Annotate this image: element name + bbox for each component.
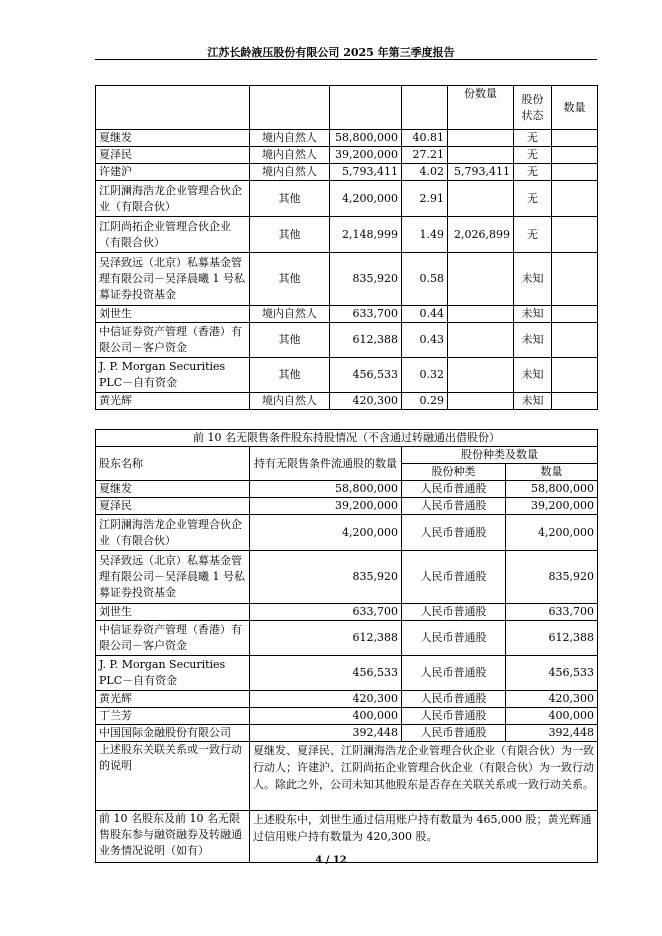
shareholder-nature: 境内自然人	[250, 393, 330, 410]
holding-ratio: 0.44	[402, 306, 448, 323]
header-share-qty: 数量	[506, 464, 598, 481]
shareholder-name: 吴泽致远（北京）私募基金管理有限公司－吴泽晨曦 1 号私募证券投资基金	[96, 253, 250, 306]
shareholder-name: 中信证券资产管理（香港）有限公司－客户资金	[96, 323, 250, 358]
shareholder-name: 夏继发	[96, 130, 250, 147]
share-status: 未知	[514, 393, 552, 410]
shareholder-name: 江阴尚拓企业管理合伙企业（有限合伙）	[96, 217, 250, 253]
pledged-qty	[552, 393, 598, 410]
shareholder-name: 夏继发	[96, 481, 250, 498]
margin-trading-row-label: 前 10 名股东及前 10 名无限售股东参与融资融券及转融通业务情况说明（如有）	[96, 811, 250, 863]
table-row	[96, 164, 598, 181]
shareholder-name: 刘世生	[96, 604, 250, 621]
share-type: 人民币普通股	[402, 498, 506, 515]
section-title: 前 10 名无限售条件股东持股情况（不含通过转融通出借股份）	[96, 430, 598, 447]
pledged-qty	[552, 164, 598, 181]
shareholder-nature: 境内自然人	[250, 147, 330, 164]
shareholder-name: 黄光辉	[96, 691, 250, 708]
table-row	[96, 604, 598, 621]
shares-held: 612,388	[330, 323, 402, 358]
holding-ratio: 0.29	[402, 393, 448, 410]
table-row	[96, 691, 598, 708]
share-status: 无	[514, 164, 552, 181]
unrestricted-qty: 420,300	[250, 691, 402, 708]
pledged-qty	[552, 130, 598, 147]
shareholder-nature: 其他	[250, 217, 330, 253]
restricted-shares	[448, 358, 514, 393]
share-qty: 400,000	[506, 708, 598, 725]
pledged-qty	[552, 217, 598, 253]
shares-held: 2,148,999	[330, 217, 402, 253]
table-row	[96, 725, 598, 742]
shareholder-nature: 其他	[250, 358, 330, 393]
restricted-shares	[448, 306, 514, 323]
share-qty: 58,800,000	[506, 481, 598, 498]
shareholder-name: 吴泽致远（北京）私募基金管理有限公司－吴泽晨曦 1 号私募证券投资基金	[96, 551, 250, 604]
shareholder-name: 丁兰芳	[96, 708, 250, 725]
holding-ratio: 0.43	[402, 323, 448, 358]
unrestricted-qty: 633,700	[250, 604, 402, 621]
holding-ratio: 27.21	[402, 147, 448, 164]
shares-held: 58,800,000	[330, 130, 402, 147]
table-row	[96, 656, 598, 691]
section-title-row	[96, 430, 598, 447]
share-type: 人民币普通股	[402, 691, 506, 708]
restricted-shares: 2,026,899	[448, 217, 514, 253]
table-row	[96, 515, 598, 551]
shares-held: 633,700	[330, 306, 402, 323]
header-rule	[95, 59, 597, 60]
share-status: 无	[514, 181, 552, 217]
holding-ratio: 40.81	[402, 130, 448, 147]
share-status: 无	[514, 130, 552, 147]
header-share-type: 股份种类	[402, 464, 506, 481]
table-row	[96, 393, 598, 410]
share-qty: 633,700	[506, 604, 598, 621]
shareholder-name: 中信证券资产管理（香港）有限公司－客户资金	[96, 621, 250, 656]
restricted-shares	[448, 147, 514, 164]
shareholder-name: 刘世生	[96, 306, 250, 323]
unrestricted-qty: 4,200,000	[250, 515, 402, 551]
holding-ratio: 1.49	[402, 217, 448, 253]
shareholder-nature: 境内自然人	[250, 130, 330, 147]
table-row	[96, 621, 598, 656]
shares-held: 39,200,000	[330, 147, 402, 164]
shares-held: 456,533	[330, 358, 402, 393]
table-row	[96, 708, 598, 725]
table-row	[96, 253, 598, 306]
unrestricted-qty: 612,388	[250, 621, 402, 656]
share-qty: 456,533	[506, 656, 598, 691]
unrestricted-qty: 835,920	[250, 551, 402, 604]
relation-row	[96, 742, 598, 811]
restricted-shares	[448, 253, 514, 306]
shareholder-name: 中国国际金融股份有限公司	[96, 725, 250, 742]
share-type: 人民币普通股	[402, 481, 506, 498]
share-qty: 835,920	[506, 551, 598, 604]
holding-ratio: 2.91	[402, 181, 448, 217]
share-type: 人民币普通股	[402, 708, 506, 725]
unrestricted-qty: 39,200,000	[250, 498, 402, 515]
share-status: 未知	[514, 306, 552, 323]
relation-row-text: 夏继发、夏泽民、江阴澜海浩龙企业管理合伙企业（有限合伙）为一致行动人；许建沪、江阴尚拓企业管理合伙企业（有限合伙）为一致行动人。除此之外，公司未知其他股东是否存在关联关系或一致行动关系。	[250, 742, 598, 811]
pledged-qty	[552, 181, 598, 217]
share-type: 人民币普通股	[402, 551, 506, 604]
table-row	[96, 130, 598, 147]
table-row	[96, 551, 598, 604]
unrestricted-qty: 392,448	[250, 725, 402, 742]
unrestricted-qty: 400,000	[250, 708, 402, 725]
header-share-status: 股份 状态	[514, 86, 552, 130]
share-status: 未知	[514, 323, 552, 358]
table-row	[96, 181, 598, 217]
header-cell-blank	[330, 86, 402, 130]
top-shareholders-table	[95, 85, 598, 410]
shares-held: 5,793,411	[330, 164, 402, 181]
page-number: 4 / 12	[315, 855, 347, 866]
shareholder-name: 夏泽民	[96, 147, 250, 164]
table-row	[96, 147, 598, 164]
shares-held: 420,300	[330, 393, 402, 410]
restricted-shares	[448, 130, 514, 147]
unrestricted-qty: 456,533	[250, 656, 402, 691]
margin-trading-row-text: 上述股东中，刘世生通过信用账户持有数量为 465,000 股；黄光辉通过信用账户持有数量为 420,300 股。	[250, 811, 598, 863]
shareholder-nature: 境内自然人	[250, 306, 330, 323]
header-cell-blank	[250, 86, 330, 130]
share-status: 无	[514, 147, 552, 164]
share-type: 人民币普通股	[402, 621, 506, 656]
holding-ratio: 4.02	[402, 164, 448, 181]
shareholder-name: J. P. Morgan Securities PLC－自有资金	[96, 656, 250, 691]
header-share-type-group: 股份种类及数量	[402, 447, 598, 464]
header-qty: 数量	[552, 86, 598, 130]
pledged-qty	[552, 253, 598, 306]
restricted-shares	[448, 393, 514, 410]
share-type: 人民币普通股	[402, 656, 506, 691]
share-qty: 39,200,000	[506, 498, 598, 515]
share-type: 人民币普通股	[402, 725, 506, 742]
table-row	[96, 306, 598, 323]
shareholder-name: 夏泽民	[96, 498, 250, 515]
unrestricted-qty: 58,800,000	[250, 481, 402, 498]
relation-row-label: 上述股东关联关系或一致行动的说明	[96, 742, 250, 811]
share-status: 未知	[514, 253, 552, 306]
pledged-qty	[552, 306, 598, 323]
share-qty: 392,448	[506, 725, 598, 742]
unrestricted-shareholders-table	[95, 429, 598, 863]
pledged-qty	[552, 147, 598, 164]
table-row	[96, 498, 598, 515]
header-cell-blank	[402, 86, 448, 130]
shareholder-name: 黄光辉	[96, 393, 250, 410]
header-shareholder-name: 股东名称	[96, 447, 250, 481]
report-header: 江苏长龄液压股份有限公司 2025 年第三季度报告	[207, 46, 455, 59]
share-type: 人民币普通股	[402, 604, 506, 621]
table-row	[96, 323, 598, 358]
shares-held: 835,920	[330, 253, 402, 306]
shareholder-name: 许建沪	[96, 164, 250, 181]
holding-ratio: 0.32	[402, 358, 448, 393]
shareholder-name: J. P. Morgan Securities PLC－自有资金	[96, 358, 250, 393]
pledged-qty	[552, 358, 598, 393]
share-qty: 612,388	[506, 621, 598, 656]
restricted-shares: 5,793,411	[448, 164, 514, 181]
shareholder-name: 江阴澜海浩龙企业管理合伙企业（有限合伙）	[96, 515, 250, 551]
table-row	[96, 217, 598, 253]
shares-held: 4,200,000	[330, 181, 402, 217]
restricted-shares	[448, 323, 514, 358]
share-type: 人民币普通股	[402, 515, 506, 551]
holding-ratio: 0.58	[402, 253, 448, 306]
shareholder-nature: 其他	[250, 253, 330, 306]
shareholder-nature: 其他	[250, 181, 330, 217]
pledged-qty	[552, 323, 598, 358]
share-status: 未知	[514, 358, 552, 393]
table-header-row	[96, 86, 598, 130]
shareholder-nature: 境内自然人	[250, 164, 330, 181]
header-unrestricted-qty: 持有无限售条件流通股的数量	[250, 447, 402, 481]
share-status: 无	[514, 217, 552, 253]
header-row	[96, 447, 598, 464]
table-row	[96, 358, 598, 393]
share-qty: 420,300	[506, 691, 598, 708]
share-qty: 4,200,000	[506, 515, 598, 551]
shareholder-name: 江阴澜海浩龙企业管理合伙企业（有限合伙）	[96, 181, 250, 217]
header-cell-blank	[96, 86, 250, 130]
restricted-shares	[448, 181, 514, 217]
header-pledged-qty: 份数量	[448, 86, 514, 130]
table-row	[96, 481, 598, 498]
shareholder-nature: 其他	[250, 323, 330, 358]
